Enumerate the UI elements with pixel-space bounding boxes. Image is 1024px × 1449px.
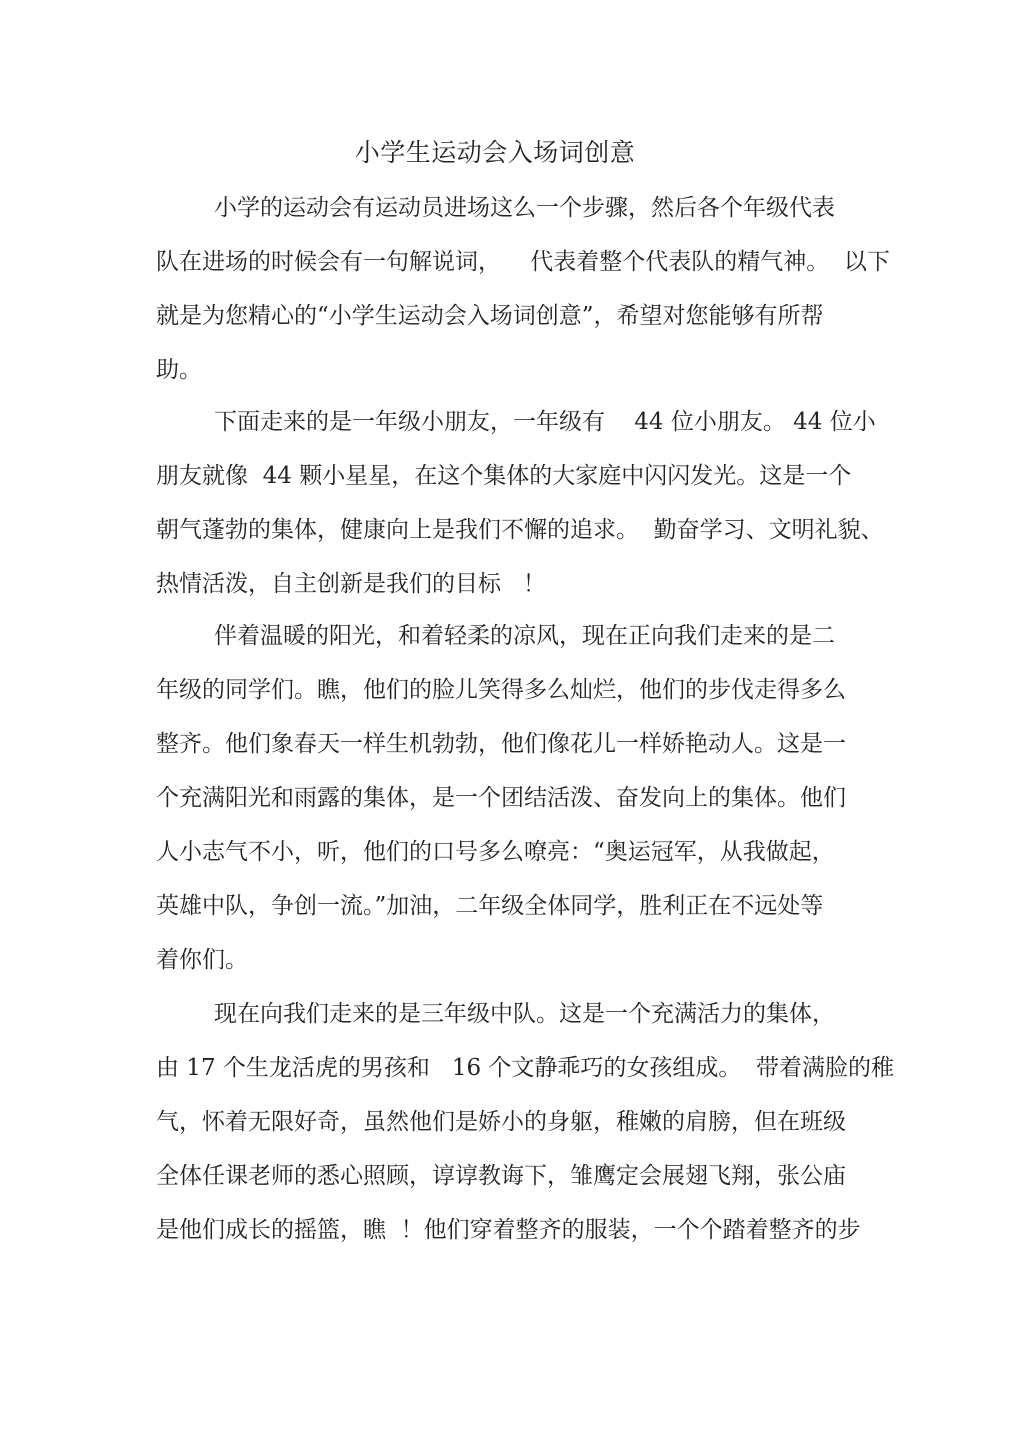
paragraph-2-line-4: 热情活泼，自主创新是我们的目标 ！ xyxy=(156,571,546,597)
paragraph-3-line-2: 年级的同学们。瞧，他们的脸儿笑得多么灿烂，他们的步伐走得多么 xyxy=(156,677,846,703)
paragraph-4-line-2: 由 17 个生龙活虎的男孩和 16 个文静乖巧的女孩组成。 带着满脸的稚 xyxy=(156,1055,895,1081)
paragraph-2-line-3: 朝气蓬勃的集体，健康向上是我们不懈的追求。 勤奋学习、文明礼貌、 xyxy=(156,517,884,543)
paragraph-3-line-5: 人小志气不小，听，他们的口号多么嘹亮：“奥运冠军，从我做起， xyxy=(156,839,835,865)
paragraph-3-line-3: 整齐。他们象春天一样生机勃勃，他们像花儿一样娇艳动人。这是一 xyxy=(156,731,846,757)
paragraph-4-line-1: 现在向我们走来的是三年级中队。这是一个充满活力的集体， xyxy=(214,1001,835,1027)
paragraph-2-line-1: 下面走来的是一年级小朋友，一年级有 44 位小朋友。 44 位小 xyxy=(214,409,876,435)
paragraph-3-line-4: 个充满阳光和雨露的集体，是一个团结活泼、奋发向上的集体。他们 xyxy=(156,785,846,811)
paragraph-4-line-5: 是他们成长的摇篮，瞧 ！他们穿着整齐的服装，一个个踏着整齐的步 xyxy=(156,1217,861,1243)
paragraph-1-line-2: 队在进场的时候会有一句解说词， 代表着整个代表队的精气神。 以下 xyxy=(156,249,890,275)
paragraph-1-line-1: 小学的运动会有运动员进场这么一个步骤，然后各个年级代表 xyxy=(214,195,835,221)
paragraph-1-line-4: 助。 xyxy=(156,357,202,383)
paragraph-3-line-7: 着你们。 xyxy=(156,947,248,973)
document-title: 小学生运动会入场词创意 xyxy=(354,138,636,167)
paragraph-2-line-2: 朋友就像 44 颗小星星，在这个集体的大家庭中闪闪发光。这是一个 xyxy=(156,463,852,489)
paragraph-3-line-6: 英雄中队，争创一流。”加油，二年级全体同学，胜利正在不远处等 xyxy=(156,893,824,919)
paragraph-1-line-3: 就是为您精心的“小学生运动会入场词创意”，希望对您能够有所帮 xyxy=(156,303,824,329)
paragraph-4-line-3: 气，怀着无限好奇，虽然他们是娇小的身躯，稚嫩的肩膀，但在班级 xyxy=(156,1109,846,1135)
paragraph-4-line-4: 全体任课老师的悉心照顾，谆谆教诲下，雏鹰定会展翅飞翔，张公庙 xyxy=(156,1163,846,1189)
paragraph-3-line-1: 伴着温暖的阳光，和着轻柔的凉风，现在正向我们走来的是二 xyxy=(214,623,835,649)
